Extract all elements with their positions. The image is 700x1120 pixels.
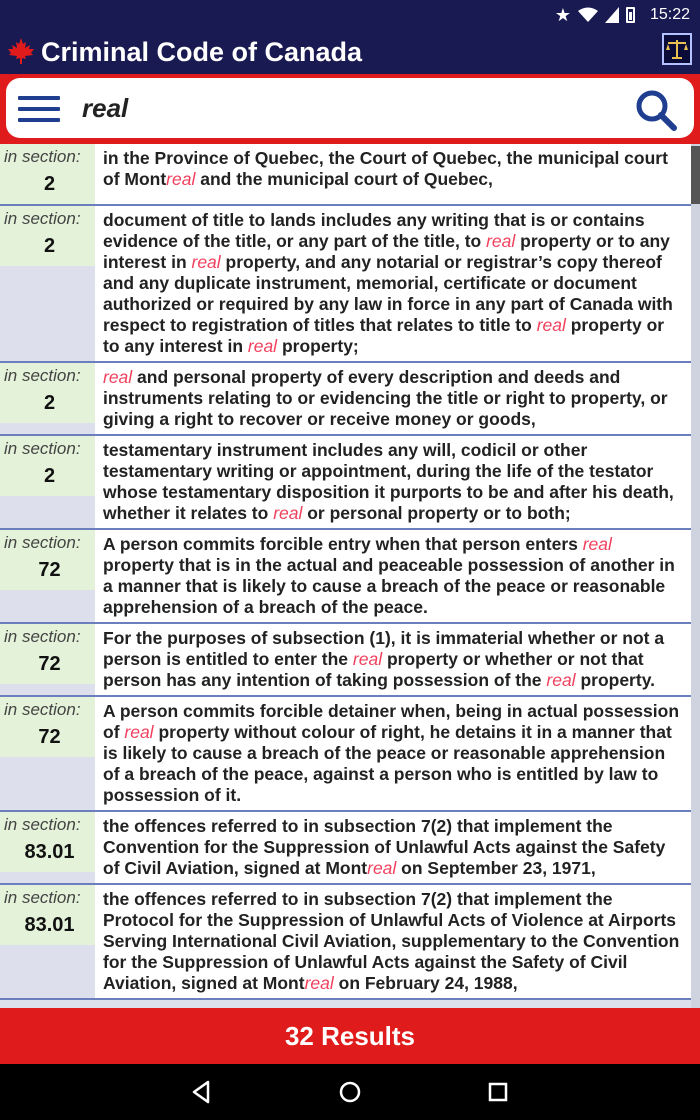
section-badge <box>0 363 95 423</box>
result-text-segment: property or to any interest in <box>103 315 665 356</box>
navigation-bar <box>0 1064 700 1120</box>
result-text <box>95 530 700 622</box>
battery-icon <box>626 7 635 23</box>
section-label: in section: <box>4 533 81 552</box>
result-row[interactable] <box>0 624 700 697</box>
section-number: 72 <box>38 559 61 581</box>
magnifier-icon[interactable] <box>634 88 678 132</box>
result-text <box>95 885 700 998</box>
section-number: 2 <box>43 235 56 257</box>
match-highlight: real <box>273 503 303 523</box>
section-column <box>0 624 95 695</box>
scrollbar-thumb[interactable] <box>691 146 700 204</box>
section-label: in section: <box>4 627 81 646</box>
result-text-segment: A person commits forcible entry when that person enters <box>103 534 583 554</box>
search-box <box>6 78 694 138</box>
back-icon[interactable] <box>188 1078 216 1106</box>
result-text <box>95 624 700 695</box>
result-text-segment: the offences referred to in subsection 7(2) that implement the Convention for the Suppression of Unlawful Acts against the Safety of Civil Aviation, signed at Mont <box>103 816 666 878</box>
result-text-segment: property. <box>575 670 655 690</box>
home-icon[interactable] <box>336 1078 364 1106</box>
result-text <box>95 812 700 883</box>
section-number: 72 <box>38 726 61 748</box>
match-highlight: real <box>191 252 221 272</box>
section-column <box>0 363 95 434</box>
section-number: 72 <box>38 653 61 675</box>
result-row[interactable] <box>0 363 700 436</box>
section-badge <box>0 144 95 204</box>
search-bar <box>0 74 700 144</box>
result-text-segment: property that is in the actual and peaceable possession of another in a manner that is likely to cause a breach of the peace or reasonable apprehension of a breach of the peace. <box>103 555 675 617</box>
result-text-segment: property or whether or not that person has any intention of taking possession of the <box>103 649 644 690</box>
section-number: 2 <box>43 392 56 414</box>
result-text-segment: on September 23, 1971, <box>396 858 596 878</box>
section-badge <box>0 206 95 266</box>
result-text-segment: or personal property or to both; <box>302 503 571 523</box>
result-row[interactable] <box>0 530 700 624</box>
section-number: 83.01 <box>24 841 75 863</box>
search-input[interactable] <box>82 88 602 128</box>
signal-icon <box>605 7 619 23</box>
section-badge <box>0 812 95 872</box>
results-count: 32 Results <box>284 1020 416 1051</box>
section-column <box>0 812 95 883</box>
app-bar <box>0 30 700 74</box>
section-badge <box>0 530 95 590</box>
match-highlight: real <box>352 649 383 669</box>
clock: 15:22 <box>649 6 690 23</box>
result-text-segment: property; <box>277 336 359 356</box>
result-text-segment: in the Province of Quebec, the Court of Quebec, the municipal court of Mont <box>103 148 668 189</box>
match-highlight: real <box>304 973 334 993</box>
section-number: 83.01 <box>24 914 75 936</box>
result-text-segment: and personal property of every description and deeds and instruments relating to or evidencing the title or right to property, or giving a right to recover or receive money or goods, <box>103 367 668 429</box>
match-highlight: real <box>367 858 397 878</box>
results-count-bar <box>0 1008 700 1064</box>
status-bar <box>0 0 700 30</box>
section-column <box>0 144 95 204</box>
result-text-segment: property without colour of right, he detains it in a manner that is likely to cause a breach of the peace or reasonable apprehension of a breach of the peace, against a person who is entitled by law to possession of it. <box>103 722 672 805</box>
result-row[interactable] <box>0 144 700 206</box>
section-number: 2 <box>43 173 56 195</box>
section-badge <box>0 697 95 757</box>
result-text-segment: property, and any notarial or registrar’s copy thereof and any duplicate instrument, memorial, certificate or document authorized or required by any law in force in any part of Canada with respect to registration of titles that relates to title to <box>103 252 673 335</box>
scales-icon <box>665 38 689 60</box>
star-icon: ★ <box>554 5 571 25</box>
match-highlight: real <box>582 534 612 554</box>
status-icons <box>555 4 690 26</box>
match-highlight: real <box>546 670 576 690</box>
result-text-segment: document of title to lands includes any writing that is or contains evidence of the title, or any part of the title, to <box>103 210 645 251</box>
match-highlight: real <box>124 722 154 742</box>
section-number: 2 <box>43 465 56 487</box>
app-title: Criminal Code of Canada <box>41 37 363 67</box>
result-text <box>95 144 700 204</box>
section-badge <box>0 436 95 496</box>
section-label: in section: <box>4 366 81 385</box>
section-label: in section: <box>4 815 81 834</box>
result-text-segment: the offences referred to in subsection 7(2) that implement the Protocol for the Suppression of Unlawful Acts of Violence at Airports Serving International Civil Aviation, supplementary to the Convention for the Suppression of Unlawful Acts against the Safety of Civil Aviation, signed at Mont <box>103 889 680 993</box>
match-highlight: real <box>536 315 566 335</box>
wifi-icon <box>578 7 598 23</box>
result-text-segment: testamentary instrument includes any will, codicil or other testamentary writing or appointment, during the life of the testator whose testamentary disposition it purports to be and after his death, whether it relates to <box>103 440 674 523</box>
result-text-segment: For the purposes of subsection (1), it is immaterial whether or not a person is entitled to enter the <box>103 628 665 669</box>
result-text-segment: A person commits forcible detainer when, being in actual possession of <box>103 701 680 742</box>
result-row[interactable] <box>0 436 700 530</box>
section-column <box>0 206 95 361</box>
result-text-segment: property or to any interest in <box>103 231 670 272</box>
recents-icon[interactable] <box>484 1078 512 1106</box>
section-label: in section: <box>4 888 81 907</box>
section-label: in section: <box>4 700 81 719</box>
section-column <box>0 885 95 998</box>
result-text <box>95 206 700 361</box>
scrollbar-track[interactable] <box>691 144 700 1008</box>
section-column <box>0 530 95 622</box>
section-badge <box>0 885 95 945</box>
match-highlight: real <box>166 169 196 189</box>
section-column <box>0 697 95 810</box>
result-text <box>95 436 700 528</box>
section-label: in section: <box>4 439 81 458</box>
result-row[interactable] <box>0 885 700 1000</box>
result-row[interactable] <box>0 812 700 885</box>
results-list[interactable] <box>0 144 700 1008</box>
section-badge <box>0 624 95 684</box>
result-text-segment: on February 24, 1988, <box>333 973 518 993</box>
section-column <box>0 436 95 528</box>
match-highlight: real <box>486 231 516 251</box>
result-row[interactable] <box>0 697 700 812</box>
result-text-segment: and the municipal court of Quebec, <box>195 169 493 189</box>
section-label: in section: <box>4 209 81 228</box>
match-highlight: real <box>247 336 278 356</box>
hamburger-menu-icon[interactable] <box>18 96 60 122</box>
result-text <box>95 363 700 434</box>
maple-leaf-icon <box>6 36 36 66</box>
result-text <box>95 697 700 810</box>
result-row[interactable] <box>0 206 700 363</box>
scales-button[interactable] <box>662 33 692 65</box>
match-highlight: real <box>103 367 133 387</box>
section-label: in section: <box>4 147 81 166</box>
